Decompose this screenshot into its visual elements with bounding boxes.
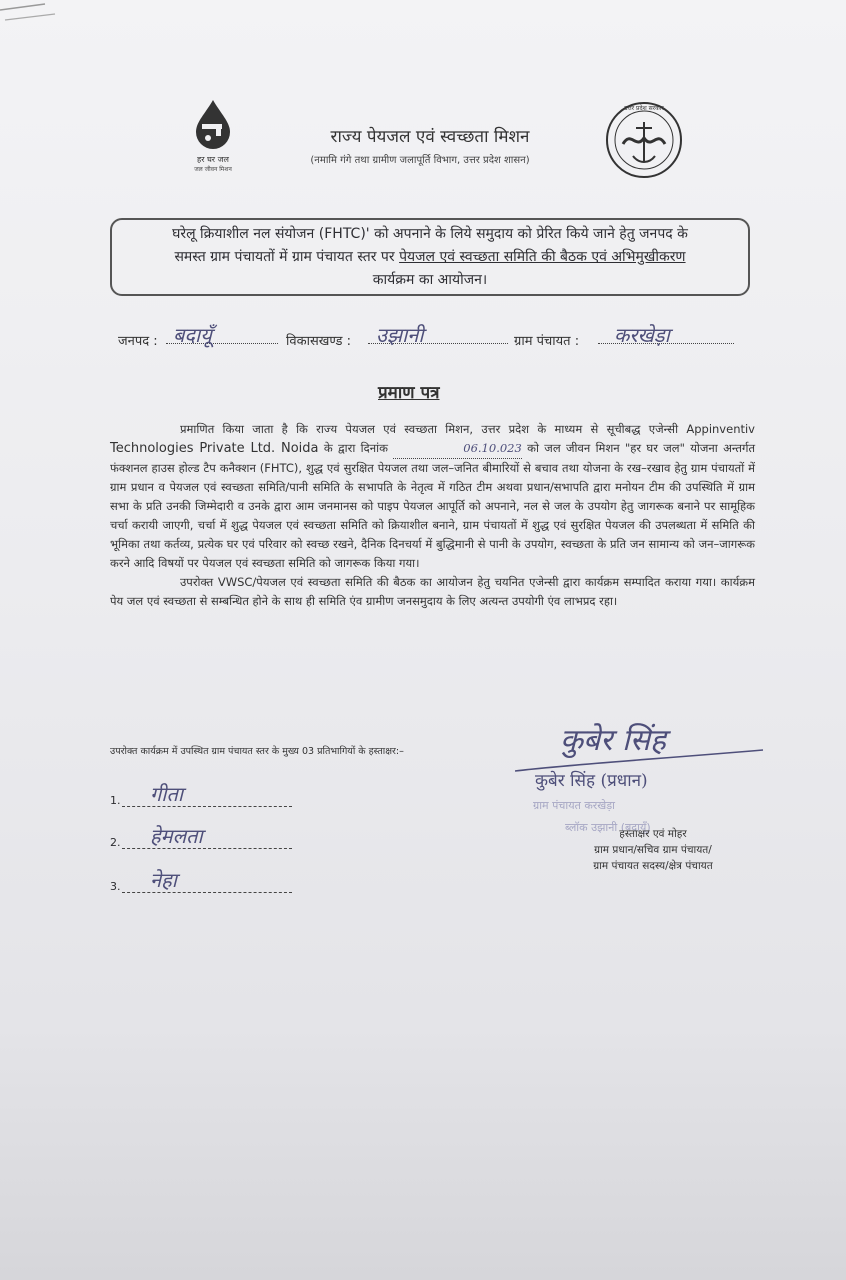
- pradhan-name-stamp: कुबेर सिंह (प्रधान): [535, 771, 648, 791]
- location-fields: [118, 323, 738, 353]
- participant-signature: हेमलता: [150, 824, 203, 848]
- para1-part-a: प्रमाणित किया जाता है कि राज्य पेयजल एवं स्वच्छता मिशन, उत्तर प्रदेश के माध्यम से सूचीबद्ध एजेन्सी Appinventiv: [180, 422, 755, 436]
- signature-line: [122, 806, 292, 807]
- certificate-body: [110, 420, 755, 611]
- roles-title: हस्ताक्षर एवं मोहर: [619, 828, 687, 840]
- banner-line-1: घरेलू क्रियाशील नल संयोजन (FHTC)' को अपनाने के लिये समुदाय को प्रेरित किये जाने हेतु जनपद के: [172, 226, 688, 242]
- signatory-roles: [538, 826, 768, 874]
- signature-line: [122, 892, 292, 893]
- certificate-heading: प्रमाण पत्र: [378, 383, 440, 403]
- para1-agency: Technologies Private Ltd. Noida: [110, 441, 319, 456]
- participant-number: 3.: [110, 880, 121, 893]
- para1-part-d: को जल जीवन मिशन "हर घर जल" योजना अन्तर्गत फंक्शनल हाउस होल्ड टैप कनैक्शन (FHTC), शुद्ध एवं सुरक्षित पेयजल तथा जल–जनित बीमारियों से बचाव तथा योजना के रख–रखाव हेतु ग्राम पंचायतों में ग्राम प्रधान व पेयजल एवं स्वच्छता समिति/पानी समिति के सभापति के नेतृत्व में गठित टीम अथवा प्रधान/सभापति द्वारा मनोयन टीम की उपस्थिति में ग्राम सभा के प्रति उनकी जिम्मेदारी व उनके द्वारा आम जनमानस को पाइप पेयजल आपूर्ति को अपनाने, नल से जल के उपयोग हेतु जागरूक बनाने पर सामूहिक चर्चा करायी जाएगी, चर्चा में शुद्ध पेयजल एवं स्वच्छता समिति को क्रियाशील बनाने, ग्राम पंचायतों में शुद्ध एवं सुरक्षित पेयजल की उपलब्धता में समिति की भूमिका तथा कर्तव्य, प्रत्येक घर एवं परिवार को स्वच्छ रखने, दैनिक दिनचर्या में बुद्धिमानी से पानी के उपयोग, स्वच्छता के प्रति जन सामान्य को जन–जागरूक करने आदि विषयों पर पेयजल एवं स्वच्छता समिति को जागरूक किया गया।: [110, 441, 756, 570]
- banner-line-2: [116, 246, 744, 269]
- signature-line: [122, 848, 292, 849]
- vikaskhand-value: उझानी: [376, 323, 424, 347]
- logo-subtext: जल जीवन मिशन: [194, 166, 232, 173]
- page-title: राज्य पेयजल एवं स्वच्छता मिशन: [330, 127, 530, 147]
- certificate-paragraph-2: उपरोक्त VWSC/पेयजल एवं स्वच्छता समिति की बैठक का आयोजन हेतु चयनित एजेन्सी द्वारा कार्यक्रम सम्पादित कराया गया। कार्यक्रम पेय जल एवं स्वच्छता से सम्बन्धित होने के साथ ही समिति एंव ग्रामीण जनसमुदाय के लिए अत्यन्त उपयोगी एंव लाभप्रद रहा।: [110, 575, 755, 608]
- participant-signature: नेहा: [150, 868, 177, 892]
- participant-line: [110, 782, 290, 810]
- program-banner: [110, 218, 750, 296]
- paper-fold-mark: [0, 0, 60, 30]
- roles-line-2: ग्राम पंचायत सदस्य/क्षेत्र पंचायत: [593, 860, 713, 872]
- gram-panchayat-label: ग्राम पंचायत :: [514, 334, 580, 349]
- stamp-line-1: ग्राम पंचायत करखेड़ा: [533, 799, 616, 812]
- banner-line-3: कार्यक्रम का आयोजन।: [372, 272, 488, 288]
- har-ghar-jal-logo: [180, 98, 246, 178]
- roles-line-1: ग्राम प्रधान/सचिव ग्राम पंचायत/: [594, 844, 712, 856]
- pradhan-signature: कुबेर सिंह: [560, 723, 666, 758]
- seal-text: उत्तर प्रदेश सरकार: [624, 105, 664, 112]
- logo-text: हर घर जल: [197, 155, 229, 164]
- participant-number: 1.: [110, 794, 121, 807]
- vikaskhand-label: विकासखण्ड :: [286, 334, 352, 349]
- program-date: 06.10.023: [393, 439, 522, 459]
- stamp-line-2: ब्लॉक उझानी (बदायूँ): [565, 821, 651, 834]
- page-subtitle: (नमामि गंगे तथा ग्रामीण जलापूर्ति विभाग, उत्तर प्रदेश शासन): [310, 155, 530, 166]
- water-drop-icon: [180, 98, 246, 150]
- participants-label: उपरोक्त कार्यक्रम में उपस्थित ग्राम पंचायत स्तर के मुख्य 03 प्रतिभागियों के हस्ताक्षर:–: [110, 746, 404, 757]
- janpad-value: बदायूँ: [173, 323, 212, 347]
- participant-line: [110, 824, 290, 852]
- banner-line-2-prefix: समस्त ग्राम पंचायतों में ग्राम पंचायत स्तर पर: [174, 249, 395, 265]
- up-government-seal: [603, 100, 685, 180]
- banner-line-2-underlined: पेयजल एवं स्वच्छता समिति की बैठक एवं अभिमुखीकरण: [399, 249, 686, 265]
- participant-line: [110, 868, 290, 896]
- participant-signature: गीता: [150, 782, 184, 806]
- certificate-paragraph-1: [110, 420, 755, 573]
- janpad-label: जनपद :: [118, 334, 158, 349]
- para1-part-c: के द्वारा दिनांक: [323, 441, 388, 455]
- seal-icon: [603, 100, 685, 180]
- participant-number: 2.: [110, 836, 121, 849]
- gram-panchayat-value: करखेड़ा: [614, 323, 670, 347]
